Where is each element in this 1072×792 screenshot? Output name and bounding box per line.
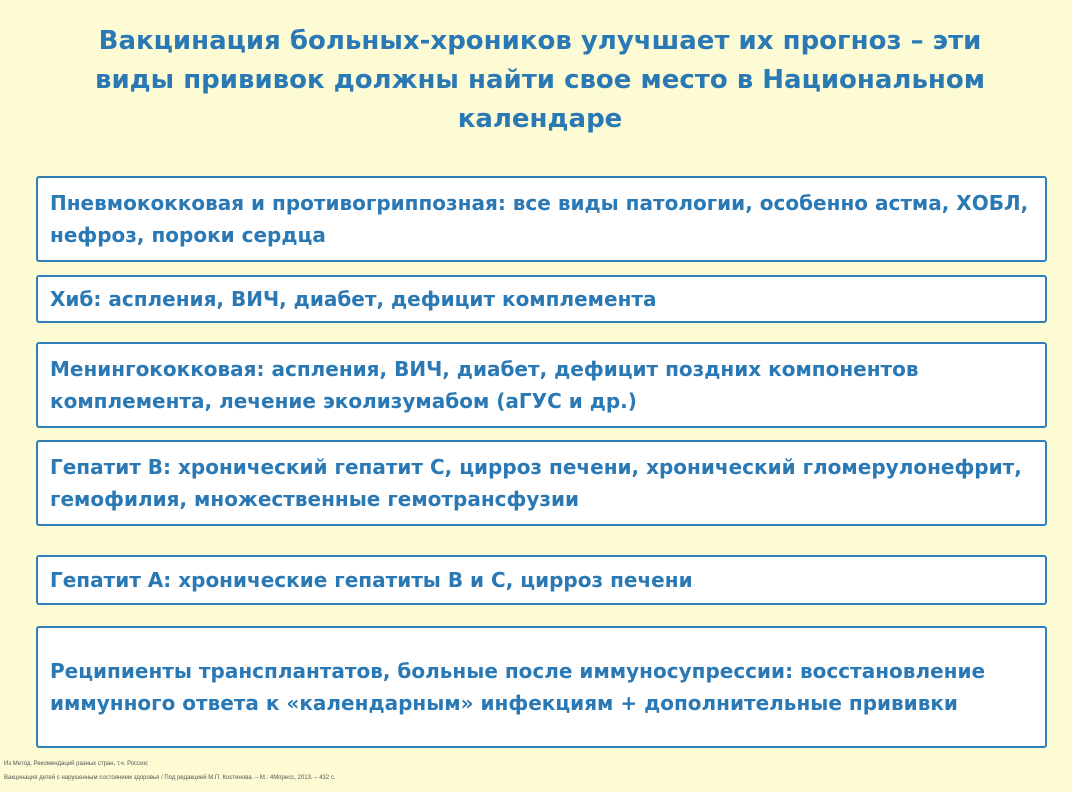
item-hepatitis-b	[36, 440, 1047, 526]
item-hepatitis-a	[36, 555, 1047, 605]
item-pneumococcal-influenza	[36, 176, 1047, 262]
item-text: Реципиенты трансплантатов, больные после иммуносупрессии: восстановление иммунного ответа к «календарным» инфекциям + дополнительные прививки	[50, 659, 986, 715]
item-meningococcal	[36, 342, 1047, 428]
slide-title: Вакцинация больных-хроников улучшает их прогноз – эти виды прививок должны найти свое место в Национальном календаре	[94, 26, 985, 134]
footnote-source-1: Из Метод. Рекомендаций разных стран, т.ч. России;	[4, 761, 149, 767]
item-text: Пневмококковая и противогриппозная: все виды патологии, особенно астма, ХОБЛ, нефроз, пороки сердца	[50, 191, 1029, 247]
item-text: Гепатит В: хронический гепатит С, цирроз печени, хронический гломерулонефрит, гемофилия, множественные гемотрансфузии	[50, 455, 1022, 511]
item-transplant-recipients	[36, 626, 1047, 748]
item-text: Менингококковая: аспления, ВИЧ, диабет, дефицит поздних компонентов комплемента, лечение эколизумабом (аГУС и др.)	[50, 357, 919, 413]
item-text: Гепатит А: хронические гепатиты В и С, цирроз печени	[50, 568, 693, 592]
item-text: Хиб: аспления, ВИЧ, диабет, дефицит комплемента	[50, 287, 657, 311]
footnote-source-2: Вакцинация детей с нарушенным состоянием здоровья / Под редакцией М.П. Костинова. – М.: 4Мпресс, 2013. – 432 с.	[4, 775, 336, 781]
item-hib	[36, 275, 1047, 323]
